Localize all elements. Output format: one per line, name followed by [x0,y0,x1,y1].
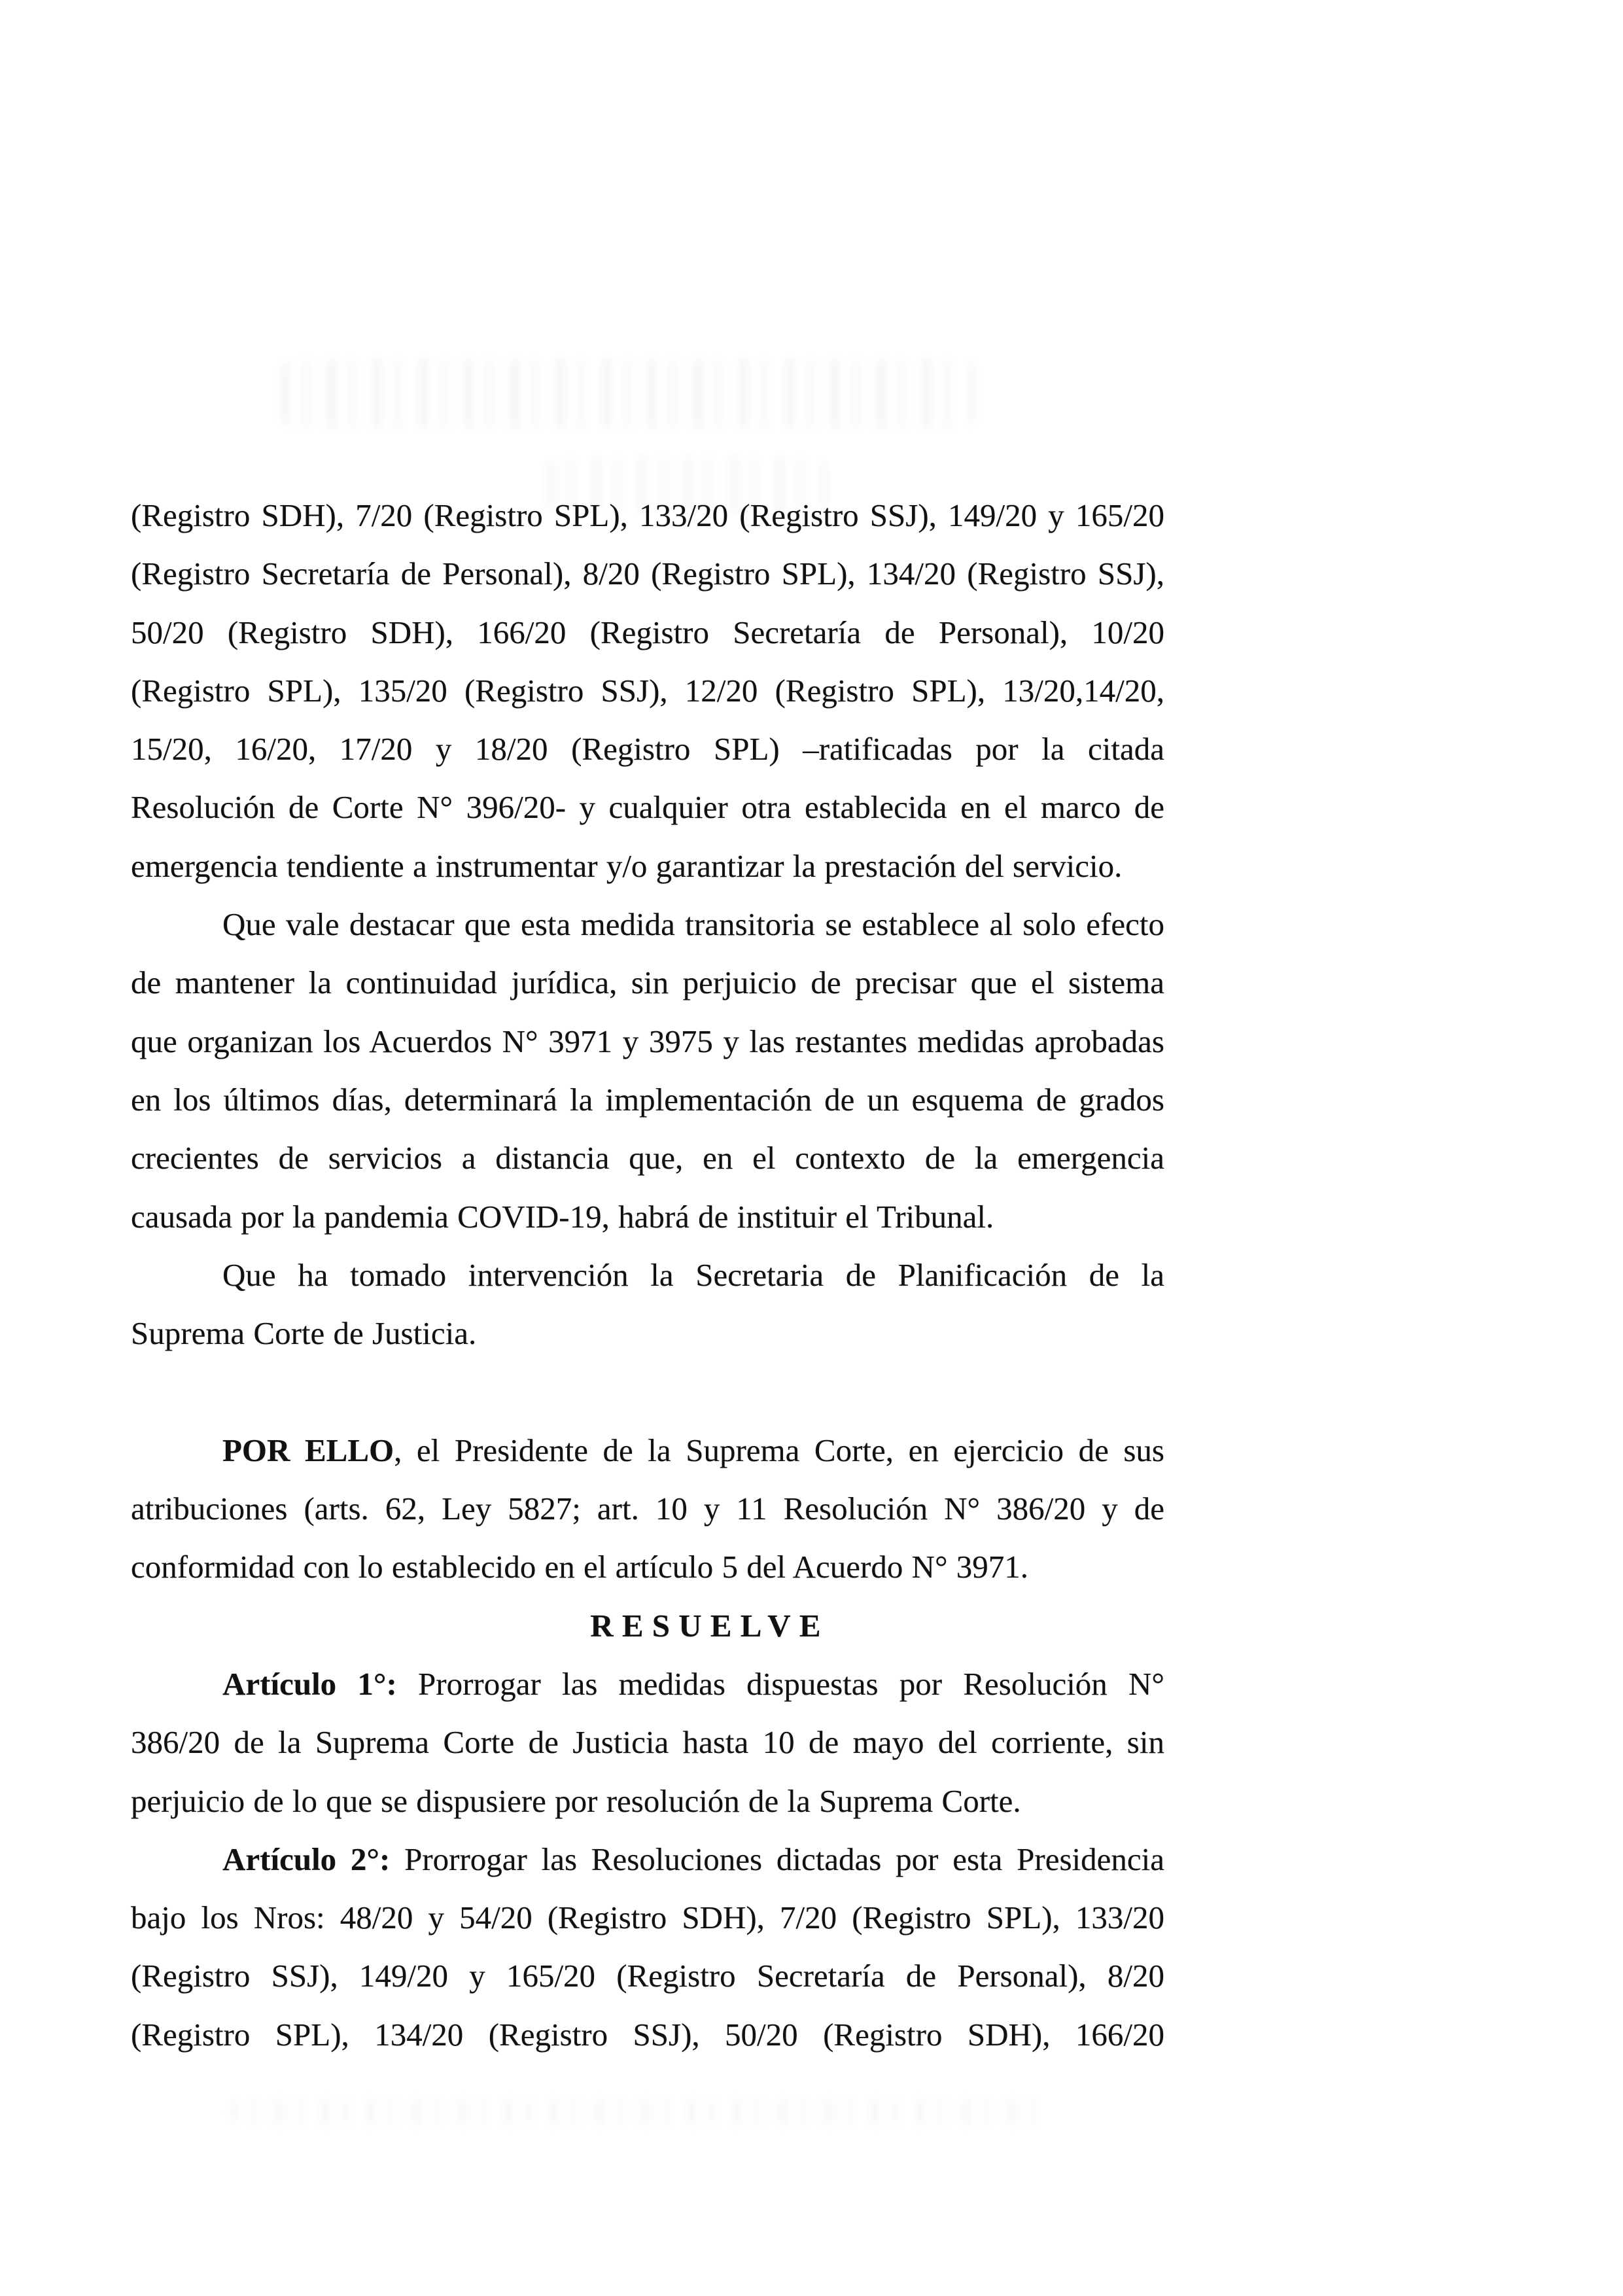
document-body [131,486,1164,2064]
text-line [131,1070,1164,1129]
text-line [131,1012,1164,1070]
text-run: en los últimos días, determinará la implementación de un esquema de grados [131,1081,1164,1118]
paragraph-que-vale-destacar [131,895,1164,1246]
text-run: (Registro SPL), 135/20 (Registro SSJ), 12/20 (Registro SPL), 13/20,14/20, [131,672,1164,709]
text-run: Suprema Corte de Justicia. [131,1315,477,1352]
text-run: (Registro SPL), 134/20 (Registro SSJ), 50/20 (Registro SDH), 166/20 [131,2016,1164,2053]
text-run: atribuciones (arts. 62, Ley 5827; art. 10 y 11 Resolución N° 386/20 y de [131,1491,1164,1527]
text-run: (Registro SSJ), 149/20 y 165/20 (Registro Secretaría de Personal), 8/20 [131,1958,1164,1994]
text-line [131,544,1164,603]
ink-bleed-through-artifact [229,2097,1047,2127]
text-line [131,1421,1164,1479]
text-line [131,720,1164,778]
paragraph-carryover-registros [131,486,1164,895]
bold-text-run: POR ELLO [222,1432,394,1468]
text-run: , el Presidente de la Suprema Corte, en ejercicio de sus [394,1432,1164,1468]
text-line [131,1830,1164,1888]
paragraph-spacer [131,1362,1164,1421]
text-run: de mantener la continuidad jurídica, sin perjuicio de precisar que el sistema [131,964,1164,1001]
text-run: conformidad con lo establecido en el artículo 5 del Acuerdo N° 3971. [131,1549,1029,1585]
text-line [131,1947,1164,2005]
text-run: Resolución de Corte N° 396/20- y cualquier otra establecida en el marco de [131,789,1164,826]
text-line [131,953,1164,1012]
text-run: Prorrogar las Resoluciones dictadas por esta Presidencia [390,1841,1164,1877]
text-run: Prorrogar las medidas dispuestas por Resolución N° [396,1665,1164,1702]
text-line [131,486,1164,544]
text-line [131,1188,1164,1246]
resuelve-heading [131,1597,1164,1655]
text-run: bajo los Nros: 48/20 y 54/20 (Registro SDH), 7/20 (Registro SPL), 133/20 [131,1899,1164,1936]
text-run: que organizan los Acuerdos N° 3971 y 3975 y las restantes medidas aprobadas [131,1023,1164,1059]
text-line [131,662,1164,720]
text-run: emergencia tendiente a instrumentar y/o garantizar la prestación del servicio. [131,847,1123,884]
text-run: (Registro SDH), 7/20 (Registro SPL), 133/20 (Registro SSJ), 149/20 y 165/20 [131,497,1164,533]
text-line [131,1597,1164,1655]
text-line [131,1304,1164,1362]
text-line [131,1246,1164,1304]
paragraph-por-ello [131,1421,1164,1597]
text-line [131,895,1164,953]
text-line [131,1888,1164,1947]
text-line [131,1713,1164,1771]
bold-text-run: RESUELVE [590,1607,829,1644]
text-line [131,778,1164,836]
text-line [131,1655,1164,1713]
text-run: Que vale destacar que esta medida transitoria se establece al solo efecto [222,906,1164,943]
text-run: crecientes de servicios a distancia que, en el contexto de la emergencia [131,1140,1164,1176]
text-line [131,603,1164,662]
text-line [131,1479,1164,1538]
text-line [131,837,1164,895]
text-run: 386/20 de la Suprema Corte de Justicia hasta 10 de mayo del corriente, sin [131,1724,1164,1761]
paragraph-que-ha-tomado [131,1246,1164,1363]
bold-text-run: Artículo 2°: [222,1841,391,1877]
text-run: perjuicio de lo que se dispusiere por resolución de la Suprema Corte. [131,1782,1021,1819]
text-run: causada por la pandemia COVID-19, habrá de instituir el Tribunal. [131,1198,994,1235]
text-run: 50/20 (Registro SDH), 166/20 (Registro Secretaría de Personal), 10/20 [131,614,1164,650]
text-run: Que ha tomado intervención la Secretaria de Planificación de la [222,1256,1164,1293]
paragraph-articulo-1 [131,1655,1164,1830]
ink-bleed-through-artifact [281,359,975,429]
text-line [131,2005,1164,2064]
text-run: 15/20, 16/20, 17/20 y 18/20 (Registro SPL) –ratificadas por la citada [131,731,1164,768]
text-line [131,1538,1164,1596]
bold-text-run: Artículo 1°: [222,1665,397,1702]
text-line [131,1129,1164,1187]
paragraph-articulo-2 [131,1830,1164,2064]
text-line [131,1772,1164,1830]
text-run: (Registro Secretaría de Personal), 8/20 (Registro SPL), 134/20 (Registro SSJ), [131,556,1164,592]
